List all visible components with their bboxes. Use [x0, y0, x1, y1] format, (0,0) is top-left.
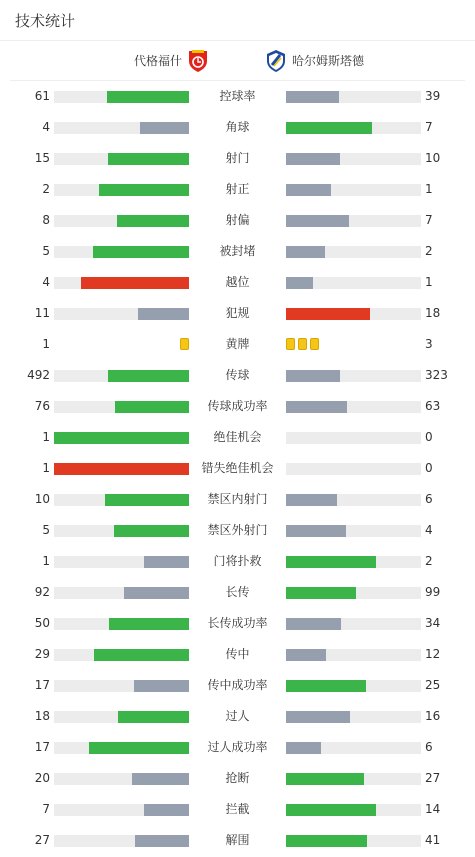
away-bar	[286, 804, 376, 816]
away-bar-track	[286, 215, 421, 227]
away-bar	[286, 742, 321, 754]
home-bar	[54, 463, 189, 475]
away-bar	[286, 711, 350, 723]
stat-label: 禁区内射门	[207, 492, 268, 506]
stat-label: 射偏	[225, 213, 250, 227]
away-bar	[286, 401, 347, 413]
stat-row	[0, 701, 475, 732]
away-bar-track	[286, 556, 421, 568]
away-bar	[286, 525, 346, 537]
home-bar-track	[54, 246, 189, 258]
away-bar-track	[286, 91, 421, 103]
away-value: 39	[425, 89, 441, 103]
stat-label: 控球率	[219, 89, 256, 103]
away-bar-track	[286, 246, 421, 258]
away-bar	[286, 587, 356, 599]
stat-label: 过人成功率	[207, 740, 268, 754]
stat-row	[0, 639, 475, 670]
stat-label: 越位	[225, 275, 250, 289]
home-bar-track	[54, 432, 189, 444]
home-bar	[132, 773, 189, 785]
home-bar	[81, 277, 189, 289]
away-bar-track	[286, 835, 421, 847]
stat-row	[0, 298, 475, 329]
home-team-name: 代格福什	[133, 54, 182, 68]
away-bar	[286, 184, 331, 196]
home-bar	[89, 742, 189, 754]
home-value: 2	[42, 182, 50, 196]
away-bar-track	[286, 401, 421, 413]
away-team[interactable]	[237, 49, 464, 73]
home-bar-track	[54, 618, 189, 630]
stat-row	[0, 515, 475, 546]
home-bar-track	[54, 649, 189, 661]
away-value: 41	[425, 833, 441, 847]
away-bar-track	[286, 184, 421, 196]
home-bar	[144, 556, 189, 568]
home-value: 1	[42, 461, 50, 475]
home-value: 29	[34, 647, 50, 661]
away-bar	[286, 680, 366, 692]
yellow-card-icon	[180, 338, 189, 350]
home-value: 61	[34, 89, 50, 103]
away-bar	[286, 370, 340, 382]
home-bar-track	[54, 804, 189, 816]
away-value: 4	[425, 523, 433, 537]
home-bar-track	[54, 215, 189, 227]
stat-row	[0, 732, 475, 763]
away-value: 12	[425, 647, 441, 661]
away-bar	[286, 835, 367, 847]
away-bar	[286, 773, 364, 785]
stat-row	[0, 453, 475, 484]
home-bar-track	[54, 153, 189, 165]
away-value: 14	[425, 802, 441, 816]
home-bar	[108, 370, 189, 382]
stat-row	[0, 763, 475, 794]
home-bar	[124, 587, 189, 599]
home-bar-track	[54, 308, 189, 320]
away-value: 34	[425, 616, 441, 630]
home-value: 1	[42, 337, 50, 351]
stat-label: 角球	[225, 120, 250, 134]
home-bar-track	[54, 184, 189, 196]
away-value: 0	[425, 461, 433, 475]
away-bar	[286, 91, 339, 103]
stat-row	[0, 608, 475, 639]
away-bar	[286, 277, 313, 289]
home-bar-track	[54, 494, 189, 506]
home-value: 1	[42, 430, 50, 444]
stat-row	[0, 174, 475, 205]
away-value: 18	[425, 306, 441, 320]
away-value: 6	[425, 492, 433, 506]
stats-list	[0, 81, 475, 856]
home-bar-track	[54, 556, 189, 568]
home-bar-track	[54, 773, 189, 785]
stat-row	[0, 546, 475, 577]
home-bar	[108, 153, 189, 165]
away-yellow-cards	[286, 338, 319, 350]
home-bar-track	[54, 835, 189, 847]
stat-row	[0, 422, 475, 453]
stat-row	[0, 143, 475, 174]
home-bar	[93, 246, 189, 258]
home-bar	[115, 401, 189, 413]
stat-label: 犯规	[225, 306, 250, 320]
stat-row	[0, 391, 475, 422]
away-bar	[286, 153, 340, 165]
stat-label: 传中成功率	[207, 678, 268, 692]
home-value: 20	[34, 771, 50, 785]
stat-label: 黄牌	[225, 337, 250, 351]
away-value: 7	[425, 120, 433, 134]
away-bar-track	[286, 711, 421, 723]
home-bar-track	[54, 463, 189, 475]
home-bar	[114, 525, 189, 537]
stat-label: 错失绝佳机会	[201, 461, 274, 475]
home-value: 17	[34, 740, 50, 754]
home-bar-track	[54, 277, 189, 289]
away-value: 10	[425, 151, 441, 165]
page-title: 技术统计	[15, 11, 76, 30]
home-bar-track	[54, 525, 189, 537]
home-value: 76	[34, 399, 50, 413]
stats-header	[0, 0, 475, 41]
stat-label: 过人	[225, 709, 250, 723]
away-value: 2	[425, 554, 433, 568]
home-bar-track	[54, 401, 189, 413]
away-bar-track	[286, 370, 421, 382]
stat-label: 长传成功率	[207, 616, 268, 630]
away-value: 27	[425, 771, 441, 785]
home-value: 15	[34, 151, 50, 165]
away-bar-track	[286, 773, 421, 785]
home-value: 5	[42, 244, 50, 258]
home-bar	[138, 308, 189, 320]
away-bar	[286, 649, 326, 661]
home-bar-track	[54, 122, 189, 134]
stat-row	[0, 360, 475, 391]
home-bar	[109, 618, 189, 630]
away-bar-track	[286, 463, 421, 475]
away-bar	[286, 122, 372, 134]
away-bar	[286, 246, 325, 258]
stat-row	[0, 670, 475, 701]
away-bar	[286, 556, 376, 568]
stat-label: 射门	[225, 151, 250, 165]
home-value: 4	[42, 120, 50, 134]
stat-label: 门将扑救	[213, 554, 262, 568]
away-bar-track	[286, 742, 421, 754]
away-value: 0	[425, 430, 433, 444]
home-bar-track	[54, 91, 189, 103]
away-bar-track	[286, 804, 421, 816]
stat-label: 解围	[225, 833, 250, 847]
away-bar-track	[286, 618, 421, 630]
stat-label: 抢断	[225, 771, 250, 785]
home-bar-track	[54, 742, 189, 754]
away-value: 1	[425, 182, 433, 196]
stat-label: 拦截	[225, 802, 250, 816]
stat-label: 禁区外射门	[207, 523, 268, 537]
away-bar-track	[286, 525, 421, 537]
away-bar-track	[286, 277, 421, 289]
away-bar	[286, 308, 370, 320]
away-bar-track	[286, 122, 421, 134]
home-bar	[107, 91, 189, 103]
stat-label: 传中	[225, 647, 250, 661]
home-value: 11	[34, 306, 50, 320]
home-team[interactable]	[10, 49, 237, 73]
home-bar-track	[54, 587, 189, 599]
stat-row	[0, 484, 475, 515]
home-bar	[144, 804, 189, 816]
away-value: 16	[425, 709, 441, 723]
home-bar	[99, 184, 189, 196]
stat-row	[0, 112, 475, 143]
away-bar-track	[286, 649, 421, 661]
home-value: 5	[42, 523, 50, 537]
away-bar	[286, 494, 337, 506]
stat-label: 长传	[225, 585, 250, 599]
away-value: 6	[425, 740, 433, 754]
away-value: 99	[425, 585, 441, 599]
away-bar	[286, 618, 341, 630]
home-bar-track	[54, 711, 189, 723]
yellow-card-icon	[286, 338, 295, 350]
home-yellow-cards	[180, 338, 189, 350]
away-value: 3	[425, 337, 433, 351]
stat-row	[0, 329, 475, 360]
home-bar	[54, 432, 189, 444]
home-value: 50	[34, 616, 50, 630]
home-value: 27	[34, 833, 50, 847]
away-bar-track	[286, 153, 421, 165]
away-value: 25	[425, 678, 441, 692]
home-bar	[94, 649, 189, 661]
home-bar	[134, 680, 189, 692]
stat-row	[0, 825, 475, 856]
away-bar-track	[286, 680, 421, 692]
away-bar-track	[286, 587, 421, 599]
home-bar	[118, 711, 189, 723]
stat-row	[0, 205, 475, 236]
home-bar	[140, 122, 189, 134]
yellow-card-icon	[310, 338, 319, 350]
away-bar-track	[286, 308, 421, 320]
home-bar-track	[54, 680, 189, 692]
home-bar-track	[54, 370, 189, 382]
stat-row	[0, 236, 475, 267]
away-value: 323	[425, 368, 448, 382]
away-team-name: 哈尔姆斯塔德	[292, 54, 365, 68]
stat-row	[0, 267, 475, 298]
away-value: 7	[425, 213, 433, 227]
stat-label: 传球成功率	[207, 399, 268, 413]
away-value: 2	[425, 244, 433, 258]
halmstad-crest-icon	[265, 49, 287, 73]
stat-row	[0, 81, 475, 112]
home-bar	[105, 494, 189, 506]
home-value: 7	[42, 802, 50, 816]
away-bar	[286, 215, 349, 227]
stat-row	[0, 577, 475, 608]
away-bar-track	[286, 432, 421, 444]
home-value: 92	[34, 585, 50, 599]
home-value: 18	[34, 709, 50, 723]
home-bar	[135, 835, 189, 847]
stat-label: 被封堵	[219, 244, 256, 258]
home-value: 1	[42, 554, 50, 568]
away-value: 63	[425, 399, 441, 413]
away-value: 1	[425, 275, 433, 289]
yellow-card-icon	[298, 338, 307, 350]
away-bar-track	[286, 494, 421, 506]
home-value: 8	[42, 213, 50, 227]
home-bar	[117, 215, 189, 227]
home-value: 4	[42, 275, 50, 289]
degerfors-crest-icon	[187, 49, 209, 73]
teams-bar	[10, 41, 465, 81]
home-value: 492	[27, 368, 50, 382]
stat-label: 射正	[225, 182, 250, 196]
home-value: 10	[34, 492, 50, 506]
stat-label: 传球	[225, 368, 250, 382]
home-value: 17	[34, 678, 50, 692]
stat-label: 绝佳机会	[213, 430, 262, 444]
stat-row	[0, 794, 475, 825]
